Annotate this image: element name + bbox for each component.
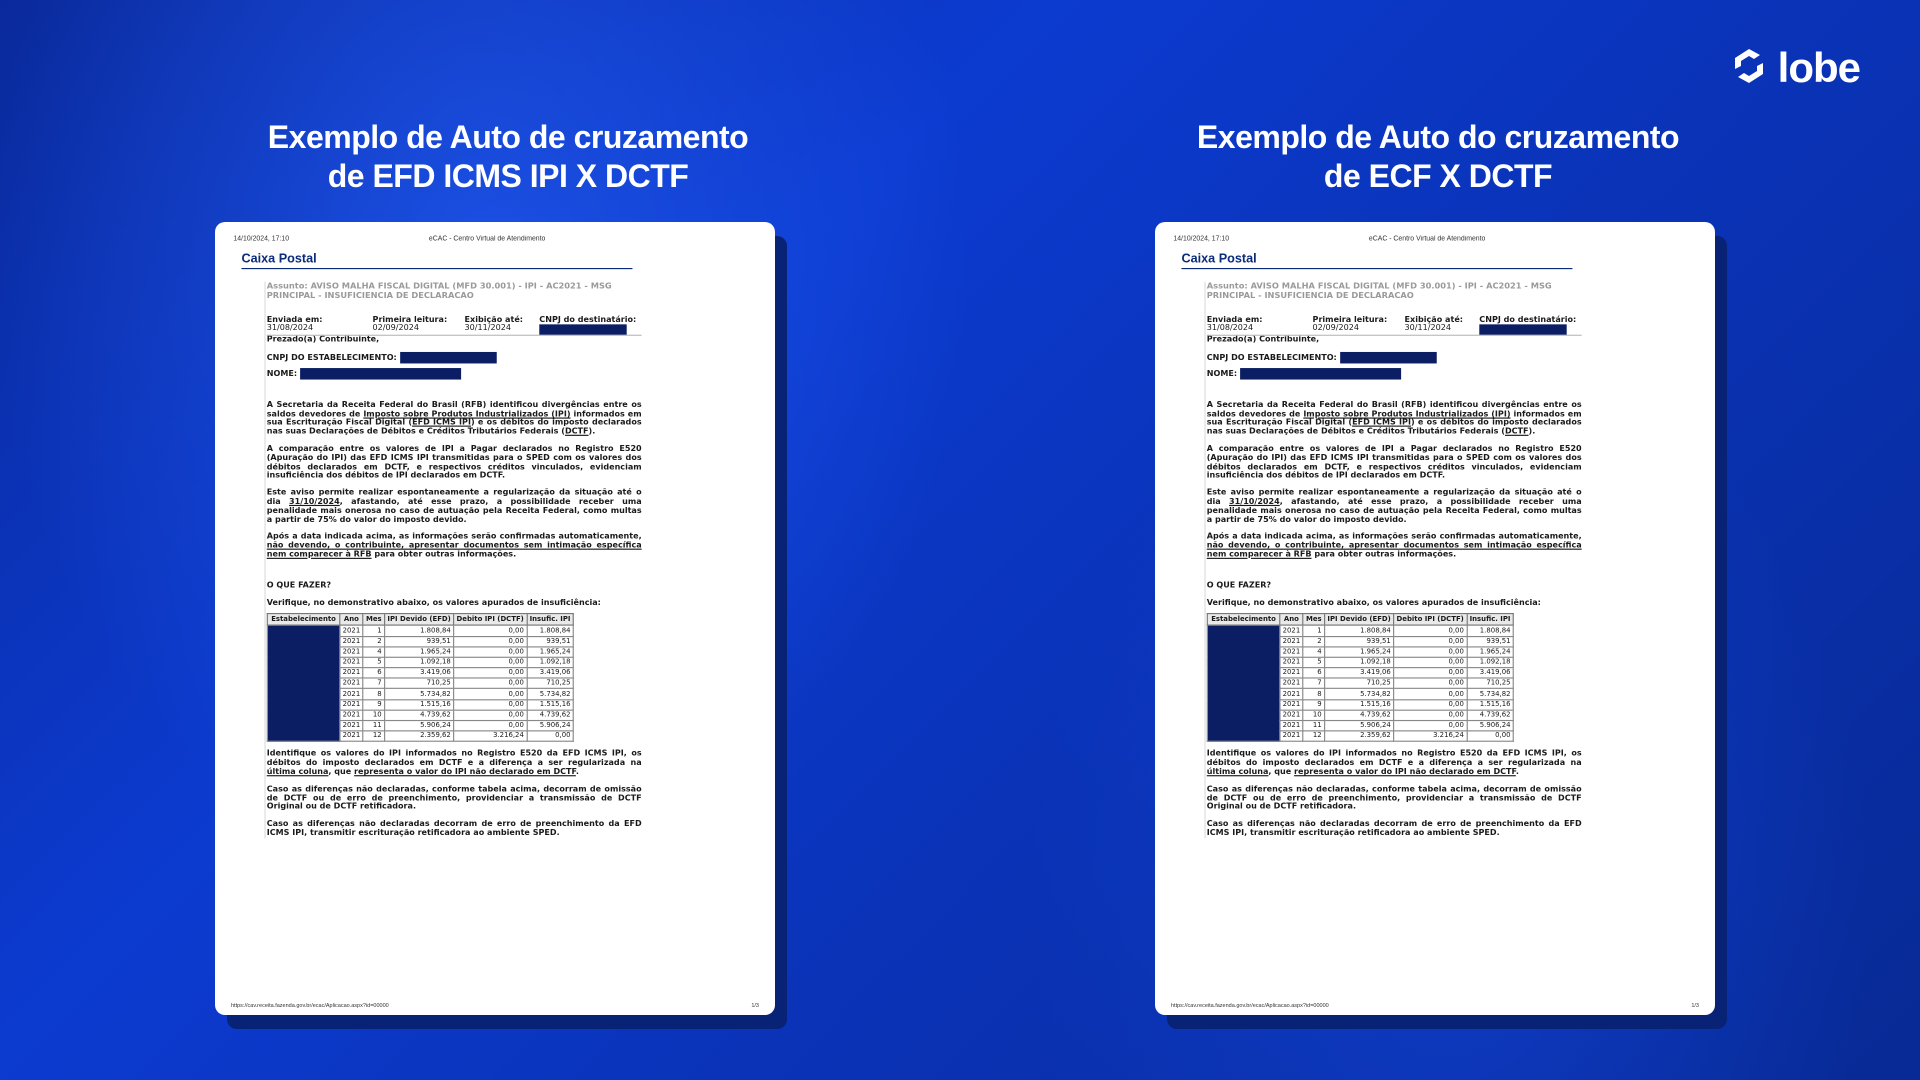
table-cell: 2021 bbox=[340, 710, 363, 721]
first-read-value: 02/09/2024 bbox=[1312, 323, 1359, 333]
table-cell: 5.734,82 bbox=[527, 689, 574, 700]
heading-line-2: de ECF X DCTF bbox=[1323, 158, 1553, 194]
col-header: Debito IPI (DCTF) bbox=[1394, 614, 1467, 626]
paragraph-7: Caso as diferenças não declaradas decorram de erro de preenchimento da EFD ICMS IPI, transmitir escrituração retificadora ao ambiente SPED. bbox=[1206, 819, 1582, 838]
paragraph-5: Identifique os valores do IPI informados no Registro E520 da EFD ICMS IPI, os débitos do imposto declarados em DCTF e a diferença a ser regularizada na última coluna, que representa o valor do IPI não declarado em DCTF. bbox=[266, 749, 642, 777]
table-cell: 2021 bbox=[340, 668, 363, 679]
redacted-cnpj-est bbox=[1340, 352, 1437, 364]
paragraph-6: Caso as diferenças não declaradas, conforme tabela acima, decorram de omissão de DCTF ou de erro de preenchimento, providenciar a transmissão de DCTF Original ou de DCTF retificadora. bbox=[1206, 784, 1582, 812]
table-cell: 710,25 bbox=[527, 678, 574, 689]
heading-line-2: de EFD ICMS IPI X DCTF bbox=[327, 158, 689, 194]
paragraph-3: Este aviso permite realizar espontaneamente a regularização da situação até o dia 31/10/2024, afastando, até esse prazo, a possibilidade receber uma penalidade mais onerosa no caso de autuação pela Receita Federal, como multas a partir de 75% do valor do imposto devido. bbox=[266, 487, 642, 524]
what-todo-heading: O QUE FAZER? bbox=[1206, 580, 1272, 590]
table-cell: 0,00 bbox=[1394, 668, 1467, 679]
table-cell: 1 bbox=[363, 625, 384, 636]
table-cell: 710,25 bbox=[1325, 678, 1394, 689]
table-cell: 5.906,24 bbox=[1325, 721, 1394, 732]
table-cell: 2021 bbox=[1280, 689, 1303, 700]
brand-name: lobe bbox=[1777, 44, 1860, 91]
table-cell: 5.734,82 bbox=[385, 689, 454, 700]
table-cell: 3.419,06 bbox=[1325, 668, 1394, 679]
col-header: IPI Devido (EFD) bbox=[1325, 614, 1394, 626]
table-cell: 4 bbox=[363, 647, 384, 658]
print-center: eCAC - Centro Virtual de Atendimento bbox=[428, 235, 546, 243]
table-cell: 1.515,16 bbox=[1467, 699, 1514, 710]
table-cell: 0,00 bbox=[1394, 699, 1467, 710]
table-cell: 0,00 bbox=[1394, 710, 1467, 721]
table-cell: 2 bbox=[1303, 636, 1324, 647]
table-cell: 5.734,82 bbox=[1325, 689, 1394, 700]
heading-line-1: Exemplo de Auto do cruzamento bbox=[1196, 119, 1680, 155]
table-cell: 6 bbox=[1303, 668, 1324, 679]
first-read-label: Primeira leitura: bbox=[1312, 314, 1388, 324]
table-cell: 939,51 bbox=[385, 636, 454, 647]
table-cell: 1 bbox=[1303, 625, 1324, 636]
table-cell: 2021 bbox=[1280, 625, 1303, 636]
table-cell: 0,00 bbox=[454, 721, 527, 732]
table-cell: 0,00 bbox=[454, 689, 527, 700]
print-date: 14/10/2024, 17:10 bbox=[1173, 235, 1230, 243]
table-cell: 5 bbox=[1303, 657, 1324, 668]
table-cell: 2021 bbox=[340, 689, 363, 700]
table-cell: 0,00 bbox=[1394, 678, 1467, 689]
table-body bbox=[267, 625, 573, 741]
first-read-label: Primeira leitura: bbox=[372, 314, 448, 324]
footer-url: https://cav.receita.fazenda.gov.br/ecac/Aplicacao.aspx?id=00000 bbox=[231, 1003, 389, 1009]
paragraph-1: A Secretaria da Receita Federal do Brasil (RFB) identificou divergências entre os saldos devedores de Imposto sobre Produtos Industrializados (IPI) informados em sua Escrituração Fiscal Digital (EFD ICMS IPI) e os débitos do imposto declarados nas suas Declarações de Débitos e Créditos Tributários Federais (DCTF). bbox=[1206, 400, 1582, 437]
doc-meta-row bbox=[1207, 316, 1582, 336]
table-cell: 1.808,84 bbox=[527, 625, 574, 636]
paragraph-2: A comparação entre os valores de IPI a Pagar declarados no Registro E520 (Apuração do IPI) das EFD ICMS IPI transmitidas para o SPED com os valores dos débitos declarados em DCTF, e respectivos créditos vinculados, evidenciam insuficiência dos débitos de IPI declarados em DCTF. bbox=[266, 443, 642, 481]
table-cell: 0,00 bbox=[454, 636, 527, 647]
table-cell: 8 bbox=[1303, 689, 1324, 700]
table-cell: 0,00 bbox=[454, 678, 527, 689]
verify-text: Verifique, no demonstrativo abaixo, os valores apurados de insuficiência: bbox=[266, 597, 601, 607]
table-cell: 2021 bbox=[1280, 647, 1303, 658]
doc-title: Caixa Postal bbox=[1181, 252, 1572, 269]
col-header: Insufic. IPI bbox=[1467, 614, 1514, 626]
paragraph-4: Após a data indicada acima, as informações serão confirmadas automaticamente, não devendo, o contribuinte, apresentar documentos sem intimação específica nem comparecer à RFB para obter outras informações. bbox=[1206, 531, 1582, 559]
table-cell: 3.216,24 bbox=[454, 731, 527, 742]
doc-footer bbox=[1171, 1003, 1699, 1009]
table-cell: 0,00 bbox=[454, 668, 527, 679]
table-row bbox=[267, 625, 573, 636]
doc-subject: Assunto: AVISO MALHA FISCAL DIGITAL (MFD 30.001) - IPI - AC2021 - MSG PRINCIPAL - INSUFICIENCIA DE DECLARACAO bbox=[1206, 280, 1552, 300]
table-cell: 9 bbox=[363, 699, 384, 710]
table-cell: 10 bbox=[363, 710, 384, 721]
table-cell: 6 bbox=[363, 668, 384, 679]
table-cell: 2021 bbox=[340, 636, 363, 647]
heading-line-1: Exemplo de Auto de cruzamento bbox=[267, 119, 749, 155]
table-cell: 0,00 bbox=[454, 710, 527, 721]
col-header: Mes bbox=[1303, 614, 1324, 626]
table-cell: 1.092,18 bbox=[527, 657, 574, 668]
what-todo-heading: O QUE FAZER? bbox=[266, 580, 332, 590]
display-label: Exibição até: bbox=[1404, 314, 1464, 324]
table-cell: 2021 bbox=[1280, 699, 1303, 710]
insufficiency-table bbox=[1207, 613, 1514, 742]
redacted-establishment bbox=[1207, 625, 1279, 741]
table-cell: 4.739,62 bbox=[385, 710, 454, 721]
paragraph-7: Caso as diferenças não declaradas decorram de erro de preenchimento da EFD ICMS IPI, transmitir escrituração retificadora ao ambiente SPED. bbox=[266, 819, 642, 838]
table-cell: 7 bbox=[1303, 678, 1324, 689]
table-cell: 1.515,16 bbox=[385, 699, 454, 710]
table-cell: 3.419,06 bbox=[1467, 668, 1514, 679]
table-cell: 0,00 bbox=[454, 699, 527, 710]
col-header: Ano bbox=[340, 614, 363, 626]
display-label: Exibição até: bbox=[464, 314, 524, 324]
table-cell: 3.216,24 bbox=[1394, 731, 1467, 742]
print-date: 14/10/2024, 17:10 bbox=[233, 235, 290, 243]
table-cell: 939,51 bbox=[1325, 636, 1394, 647]
table-cell: 4.739,62 bbox=[1325, 710, 1394, 721]
verify-text: Verifique, no demonstrativo abaixo, os valores apurados de insuficiência: bbox=[1206, 597, 1541, 607]
paragraph-3: Este aviso permite realizar espontaneamente a regularização da situação até o dia 31/10/2024, afastando, até esse prazo, a possibilidade receber uma penalidade mais onerosa no caso de autuação pela Receita Federal, como multas a partir de 75% do valor do imposto devido. bbox=[1206, 487, 1582, 524]
col-header: Mes bbox=[363, 614, 384, 626]
table-cell: 0,00 bbox=[527, 731, 574, 742]
name-label: NOME: bbox=[266, 368, 298, 379]
sent-value: 31/08/2024 bbox=[266, 323, 314, 333]
sent-label: Enviada em: bbox=[1206, 314, 1263, 324]
doc-body bbox=[1204, 282, 1581, 838]
table-cell: 939,51 bbox=[1467, 636, 1514, 647]
table-cell: 2021 bbox=[340, 657, 363, 668]
table-cell: 11 bbox=[363, 721, 384, 732]
table-cell: 2021 bbox=[1280, 636, 1303, 647]
table-cell: 1.965,24 bbox=[1467, 647, 1514, 658]
insufficiency-table bbox=[267, 613, 574, 742]
paragraph-1: A Secretaria da Receita Federal do Brasil (RFB) identificou divergências entre os saldos devedores de Imposto sobre Produtos Industrializados (IPI) informados em sua Escrituração Fiscal Digital (EFD ICMS IPI) e os débitos do imposto declarados nas suas Declarações de Débitos e Créditos Tributários Federais (DCTF). bbox=[266, 400, 642, 437]
table-cell: 5 bbox=[363, 657, 384, 668]
doc-print-header bbox=[233, 236, 775, 243]
table-cell: 2.359,62 bbox=[385, 731, 454, 742]
table-cell: 1.515,16 bbox=[1325, 699, 1394, 710]
panel-heading-ecf bbox=[1118, 118, 1758, 196]
col-header: Debito IPI (DCTF) bbox=[454, 614, 527, 626]
table-cell: 5.734,82 bbox=[1467, 689, 1514, 700]
table-cell: 1.808,84 bbox=[1467, 625, 1514, 636]
table-cell: 12 bbox=[1303, 731, 1324, 742]
brand-logo bbox=[1730, 44, 1860, 92]
paragraph-6: Caso as diferenças não declaradas, conforme tabela acima, decorram de omissão de DCTF ou de erro de preenchimento, providenciar a transmissão de DCTF Original ou de DCTF retificadora. bbox=[266, 784, 642, 812]
table-cell: 1.515,16 bbox=[527, 699, 574, 710]
table-cell: 2021 bbox=[340, 731, 363, 742]
table-cell: 0,00 bbox=[1467, 731, 1514, 742]
print-center: eCAC - Centro Virtual de Atendimento bbox=[1368, 235, 1486, 243]
panel-heading-efd bbox=[188, 118, 828, 196]
table-cell: 0,00 bbox=[1394, 647, 1467, 658]
table-cell: 3.419,06 bbox=[527, 668, 574, 679]
col-header: Ano bbox=[1280, 614, 1303, 626]
table-cell: 11 bbox=[1303, 721, 1324, 732]
col-header: IPI Devido (EFD) bbox=[385, 614, 454, 626]
cnpj-dest-label: CNPJ do destinatário: bbox=[539, 314, 637, 324]
table-cell: 0,00 bbox=[454, 657, 527, 668]
table-cell: 2021 bbox=[340, 625, 363, 636]
table-cell: 4 bbox=[1303, 647, 1324, 658]
name-label: NOME: bbox=[1206, 368, 1238, 379]
table-cell: 10 bbox=[1303, 710, 1324, 721]
redacted-cnpj-dest bbox=[1479, 324, 1566, 334]
table-cell: 710,25 bbox=[385, 678, 454, 689]
redacted-cnpj-est bbox=[400, 352, 497, 364]
document-efd bbox=[215, 222, 775, 1015]
redacted-establishment bbox=[267, 625, 339, 741]
table-cell: 0,00 bbox=[454, 647, 527, 658]
doc-body bbox=[264, 282, 641, 838]
footer-page: 1/3 bbox=[1691, 1003, 1699, 1009]
cnpj-est-label: CNPJ DO ESTABELECIMENTO: bbox=[266, 352, 397, 363]
col-header: Insufic. IPI bbox=[527, 614, 574, 626]
table-cell: 5.906,24 bbox=[527, 721, 574, 732]
table-cell: 2021 bbox=[340, 699, 363, 710]
table-cell: 2021 bbox=[340, 647, 363, 658]
table-cell: 2021 bbox=[1280, 668, 1303, 679]
table-cell: 3.419,06 bbox=[385, 668, 454, 679]
col-header: Estabelecimento bbox=[1207, 614, 1279, 626]
table-cell: 1.092,18 bbox=[1467, 657, 1514, 668]
table-cell: 12 bbox=[363, 731, 384, 742]
table-cell: 9 bbox=[1303, 699, 1324, 710]
table-cell: 1.808,84 bbox=[385, 625, 454, 636]
doc-subject: Assunto: AVISO MALHA FISCAL DIGITAL (MFD 30.001) - IPI - AC2021 - MSG PRINCIPAL - INSUFICIENCIA DE DECLARACAO bbox=[266, 280, 612, 300]
table-cell: 939,51 bbox=[527, 636, 574, 647]
doc-footer bbox=[231, 1003, 759, 1009]
table-cell: 5.906,24 bbox=[385, 721, 454, 732]
footer-url: https://cav.receita.fazenda.gov.br/ecac/Aplicacao.aspx?id=00000 bbox=[1171, 1003, 1329, 1009]
table-cell: 1.965,24 bbox=[527, 647, 574, 658]
lobe-logo-icon bbox=[1730, 47, 1768, 90]
table-cell: 0,00 bbox=[454, 625, 527, 636]
greeting: Prezado(a) Contribuinte, bbox=[1206, 334, 1320, 344]
redacted-name bbox=[300, 368, 461, 380]
table-row bbox=[1207, 625, 1513, 636]
display-value: 30/11/2024 bbox=[464, 323, 511, 333]
table-cell: 710,25 bbox=[1467, 678, 1514, 689]
table-cell: 2.359,62 bbox=[1325, 731, 1394, 742]
doc-print-header bbox=[1173, 236, 1715, 243]
table-cell: 5.906,24 bbox=[1467, 721, 1514, 732]
col-header: Estabelecimento bbox=[267, 614, 339, 626]
footer-page: 1/3 bbox=[751, 1003, 759, 1009]
table-cell: 2021 bbox=[1280, 721, 1303, 732]
table-cell: 2 bbox=[363, 636, 384, 647]
table-cell: 1.965,24 bbox=[385, 647, 454, 658]
cnpj-dest-label: CNPJ do destinatário: bbox=[1479, 314, 1577, 324]
doc-title: Caixa Postal bbox=[241, 252, 632, 269]
table-cell: 2021 bbox=[340, 678, 363, 689]
table-cell: 2021 bbox=[340, 721, 363, 732]
doc-meta-row bbox=[267, 316, 642, 336]
paragraph-4: Após a data indicada acima, as informações serão confirmadas automaticamente, não devendo, o contribuinte, apresentar documentos sem intimação específica nem comparecer à RFB para obter outras informações. bbox=[266, 531, 642, 559]
first-read-value: 02/09/2024 bbox=[372, 323, 419, 333]
cnpj-est-label: CNPJ DO ESTABELECIMENTO: bbox=[1206, 352, 1337, 363]
table-cell: 2021 bbox=[1280, 657, 1303, 668]
table-cell: 4.739,62 bbox=[1467, 710, 1514, 721]
table-cell: 0,00 bbox=[1394, 689, 1467, 700]
table-cell: 0,00 bbox=[1394, 636, 1467, 647]
paragraph-5: Identifique os valores do IPI informados no Registro E520 da EFD ICMS IPI, os débitos do imposto declarados em DCTF e a diferença a ser regularizada na última coluna, que representa o valor do IPI não declarado em DCTF. bbox=[1206, 749, 1582, 777]
table-cell: 0,00 bbox=[1394, 721, 1467, 732]
table-body bbox=[1207, 625, 1513, 741]
table-cell: 2021 bbox=[1280, 731, 1303, 742]
table-cell: 8 bbox=[363, 689, 384, 700]
redacted-name bbox=[1240, 368, 1401, 380]
sent-value: 31/08/2024 bbox=[1206, 323, 1254, 333]
greeting: Prezado(a) Contribuinte, bbox=[266, 334, 380, 344]
table-cell: 7 bbox=[363, 678, 384, 689]
display-value: 30/11/2024 bbox=[1404, 323, 1451, 333]
table-cell: 0,00 bbox=[1394, 625, 1467, 636]
redacted-cnpj-dest bbox=[539, 324, 626, 334]
table-cell: 1.965,24 bbox=[1325, 647, 1394, 658]
table-cell: 1.092,18 bbox=[1325, 657, 1394, 668]
table-cell: 0,00 bbox=[1394, 657, 1467, 668]
table-cell: 1.092,18 bbox=[385, 657, 454, 668]
paragraph-2: A comparação entre os valores de IPI a Pagar declarados no Registro E520 (Apuração do IPI) das EFD ICMS IPI transmitidas para o SPED com os valores dos débitos declarados em DCTF, e respectivos créditos vinculados, evidenciam insuficiência dos débitos de IPI declarados em DCTF. bbox=[1206, 443, 1582, 481]
table-cell: 2021 bbox=[1280, 678, 1303, 689]
sent-label: Enviada em: bbox=[266, 314, 323, 324]
table-cell: 1.808,84 bbox=[1325, 625, 1394, 636]
document-ecf bbox=[1155, 222, 1715, 1015]
table-cell: 4.739,62 bbox=[527, 710, 574, 721]
table-cell: 2021 bbox=[1280, 710, 1303, 721]
